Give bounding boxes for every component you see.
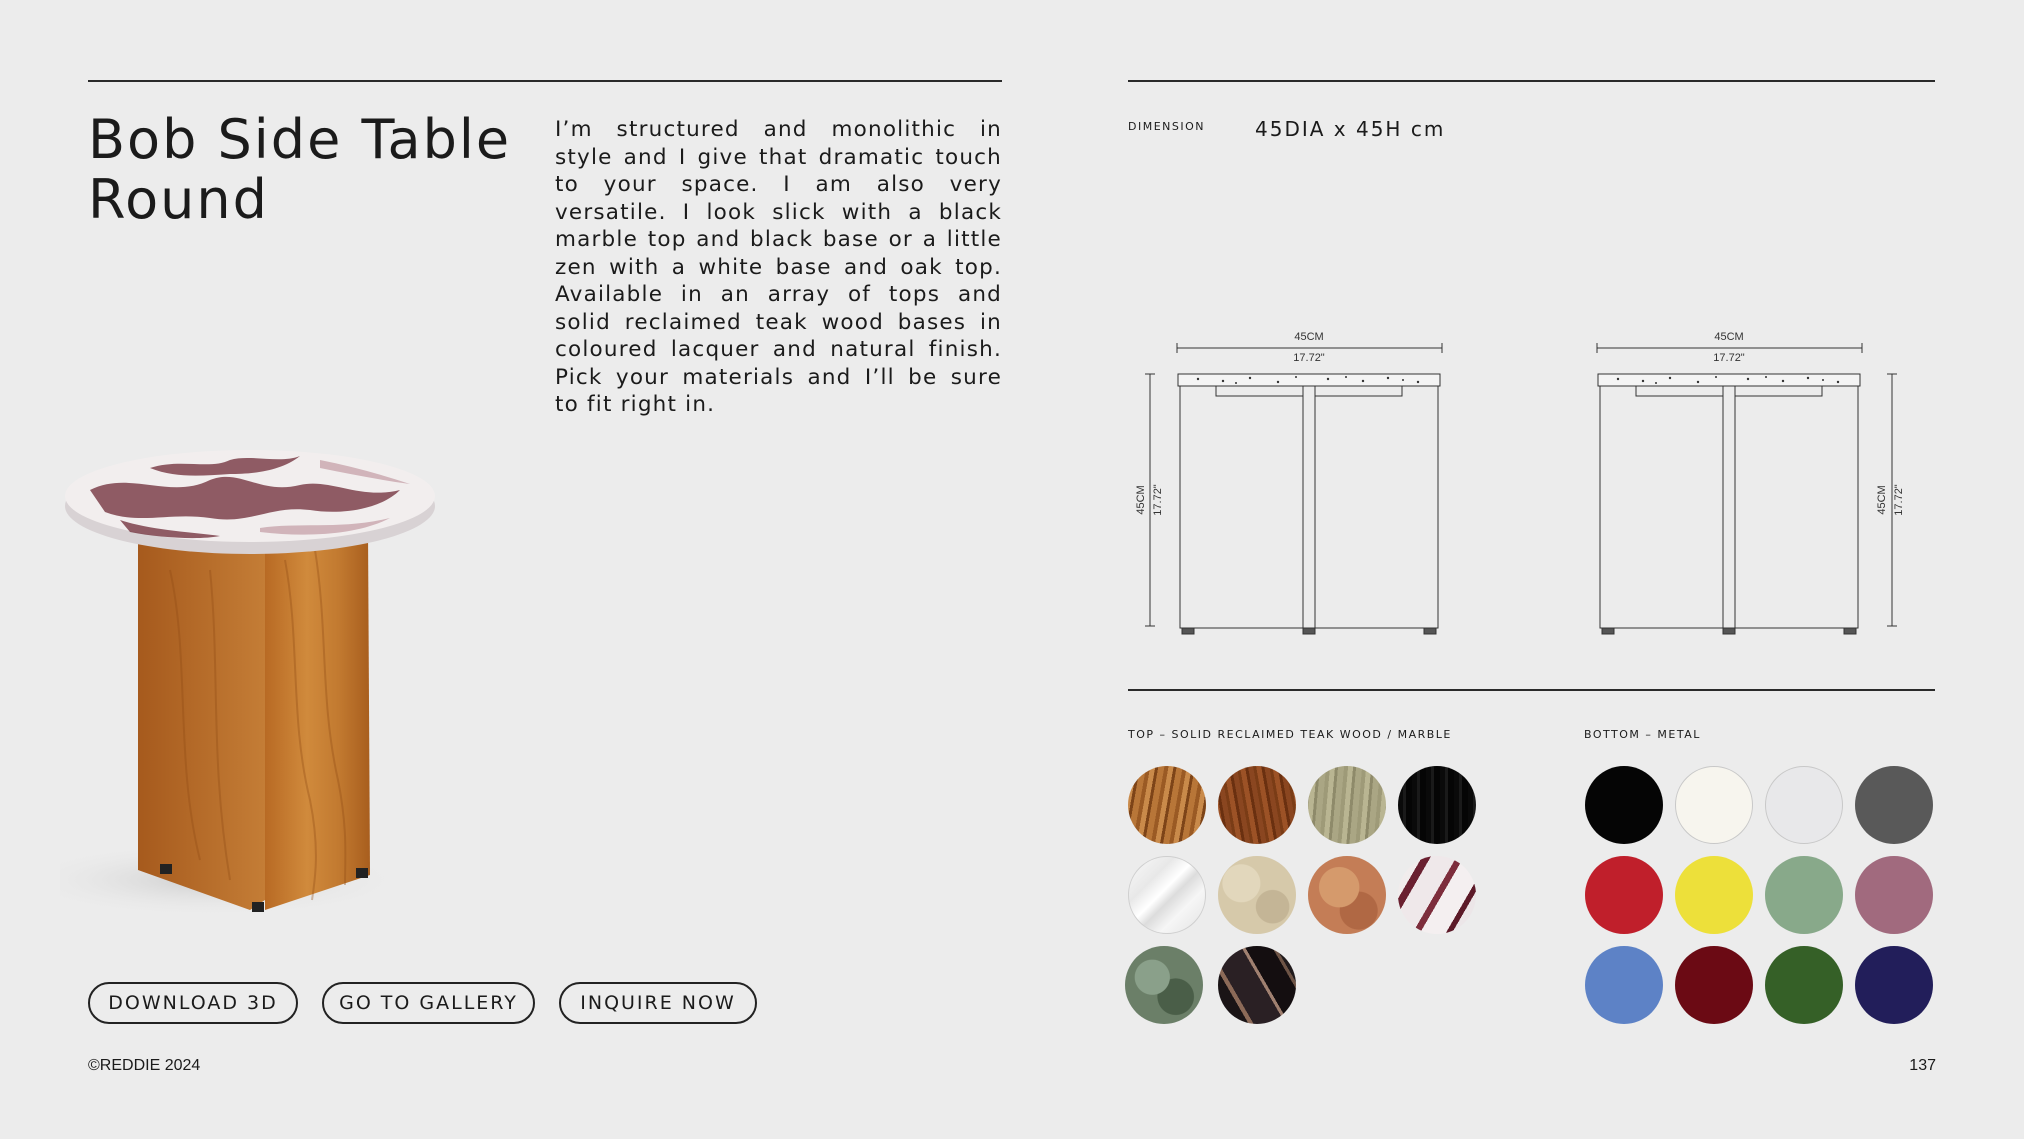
title-line-2: Round: [88, 168, 269, 231]
swatch-calacatta-viola[interactable]: [1398, 856, 1476, 934]
height-label-cm: 45CM: [1135, 485, 1147, 515]
metal-color-swatch[interactable]: [1855, 946, 1933, 1024]
swatch-white-marble[interactable]: [1128, 856, 1206, 934]
top-materials-label: TOP – SOLID RECLAIMED TEAK WOOD / MARBLE: [1128, 728, 1452, 741]
copyright: ©REDDIE 2024: [88, 1057, 201, 1074]
metal-color-swatch[interactable]: [1585, 946, 1663, 1024]
title-line-1: Bob Side Table: [88, 108, 512, 171]
metal-color-swatch[interactable]: [1675, 946, 1753, 1024]
metal-color-swatch[interactable]: [1585, 766, 1663, 844]
swatch-rosso-marble[interactable]: [1308, 856, 1386, 934]
technical-drawing-side: [1580, 328, 1910, 638]
technical-drawing-front: [1128, 328, 1458, 638]
metal-color-swatch[interactable]: [1855, 766, 1933, 844]
metal-color-swatch[interactable]: [1765, 766, 1843, 844]
product-image: [60, 440, 500, 920]
swatch-oak-grey[interactable]: [1308, 766, 1386, 844]
metal-color-swatch[interactable]: [1675, 856, 1753, 934]
width-label-in: 17.72": [1713, 352, 1745, 364]
swatch-green-marble[interactable]: [1125, 946, 1203, 1024]
dimension-label: DIMENSION: [1128, 120, 1205, 133]
go-to-gallery-button[interactable]: GO TO GALLERY: [322, 982, 535, 1024]
height-label-in: 17.72": [1152, 484, 1164, 516]
swatch-black-wood[interactable]: [1398, 766, 1476, 844]
inquire-now-button[interactable]: INQUIRE NOW: [559, 982, 757, 1024]
bottom-materials-label: BOTTOM – METAL: [1584, 728, 1701, 741]
page-number: 137: [1909, 1057, 1936, 1074]
swatch-beige-marble[interactable]: [1218, 856, 1296, 934]
product-description: I’m structured and monolithic in style and I give that dramatic touch to your space. I am also very versatile. I look slick with a black marble top and black base or a little zen with a white base and oak top. Available in an array of tops and solid reclaimed teak wood bases in coloured lacquer and natural finish. Pick your materials and I’ll be sure to fit right in.: [555, 117, 1002, 417]
materials-rule: [1128, 689, 1935, 691]
top-rule-right: [1128, 80, 1935, 82]
metal-color-swatch[interactable]: [1675, 766, 1753, 844]
height-label-cm: 45CM: [1876, 485, 1888, 515]
metal-color-swatch[interactable]: [1765, 856, 1843, 934]
swatch-teak-dark[interactable]: [1218, 766, 1296, 844]
top-rule-left: [88, 80, 1002, 82]
metal-color-swatch[interactable]: [1765, 946, 1843, 1024]
download-3d-button[interactable]: DOWNLOAD 3D: [88, 982, 298, 1024]
width-label-cm: 45CM: [1294, 331, 1324, 343]
page-title: [88, 110, 528, 230]
metal-color-swatch[interactable]: [1585, 856, 1663, 934]
width-label-in: 17.72": [1293, 352, 1325, 364]
swatch-black-gold-marble[interactable]: [1218, 946, 1296, 1024]
height-label-in: 17.72": [1893, 484, 1905, 516]
swatch-teak-light[interactable]: [1128, 766, 1206, 844]
metal-color-swatch[interactable]: [1855, 856, 1933, 934]
dimension-value: 45DIA x 45H cm: [1255, 117, 1446, 141]
width-label-cm: 45CM: [1714, 331, 1744, 343]
